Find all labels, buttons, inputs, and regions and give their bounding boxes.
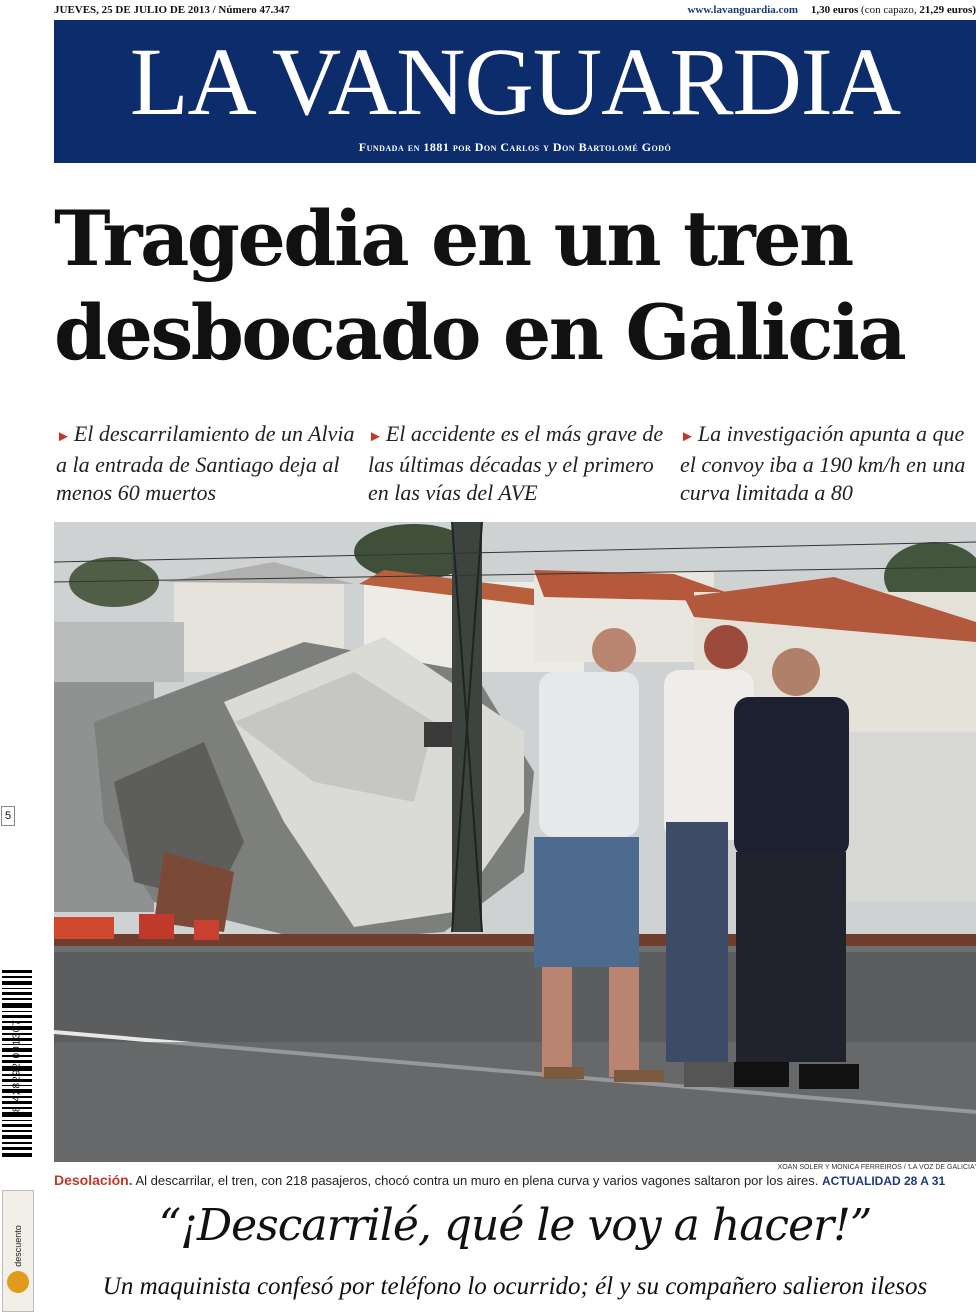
main-headline [54,192,976,380]
masthead [54,20,976,163]
price-note: (con capazo, [861,4,917,16]
kicker-3 [680,420,980,507]
newspaper-logo: LA VANGUARDIA [129,28,901,135]
website-link[interactable]: www.lavanguardia.com [687,4,799,16]
arrow-icon: ► [680,429,695,445]
kicker-text: La investigación apunta a que el convoy iba a 190 km/h en una curva limitada a 80 [680,421,966,505]
page-number: 5 [1,806,15,826]
kicker-2 [368,420,668,507]
train-crash-photo [54,522,976,1162]
headline-line-1: Tragedia en un tren [54,194,852,283]
caption-lead: Desolación. [54,1172,133,1188]
kicker-text: El accidente es el más grave de las últimas décadas y el primero en las vías del AVE [368,421,664,505]
quote-subheadline: Un maquinista confesó por teléfono lo ocurrido; él y su compañero salieron ilesos [102,1273,928,1300]
kicker-1 [56,420,356,507]
kicker-text: El descarrilamiento de un Alvia a la entrada de Santiago deja al menos 60 muertos [56,421,355,505]
founded-line: Fundada en 1881 por Don Carlos y Don Bartolomé Godó [358,140,672,154]
arrow-icon: ► [56,429,71,445]
caption-text: Al descarrilar, el tren, con 218 pasajeros, chocó contra un muro en plena curva y varios vagones saltaron por los aires. [135,1173,819,1188]
promo-badge[interactable] [2,1190,34,1312]
price-capazo: 21,29 euros) [919,4,976,16]
promo-text: descuento [13,1225,23,1267]
quote-headline: “¡Descarrilé, qué le voy a hacer!” [158,1200,872,1251]
section-reference[interactable]: ACTUALIDAD 28 A 31 [822,1174,946,1188]
price-info [687,4,976,16]
photo-caption [54,1172,976,1188]
price: 1,30 euros [810,4,859,16]
photo-credit: XOAN SOLER Y MONICA FERREIROS / 'LA VOZ DE GALICIA' [777,1164,976,1171]
lead-photo [54,522,976,1162]
barcode-number: 8 428292 001307 [11,1019,23,1112]
discount-icon [7,1271,29,1293]
arrow-icon: ► [368,429,383,445]
date-issue: JUEVES, 25 DE JULIO DE 2013 / Número 47.347 [54,4,290,16]
top-info-bar [54,4,976,20]
headline-line-2: desbocado en Galicia [54,288,905,377]
